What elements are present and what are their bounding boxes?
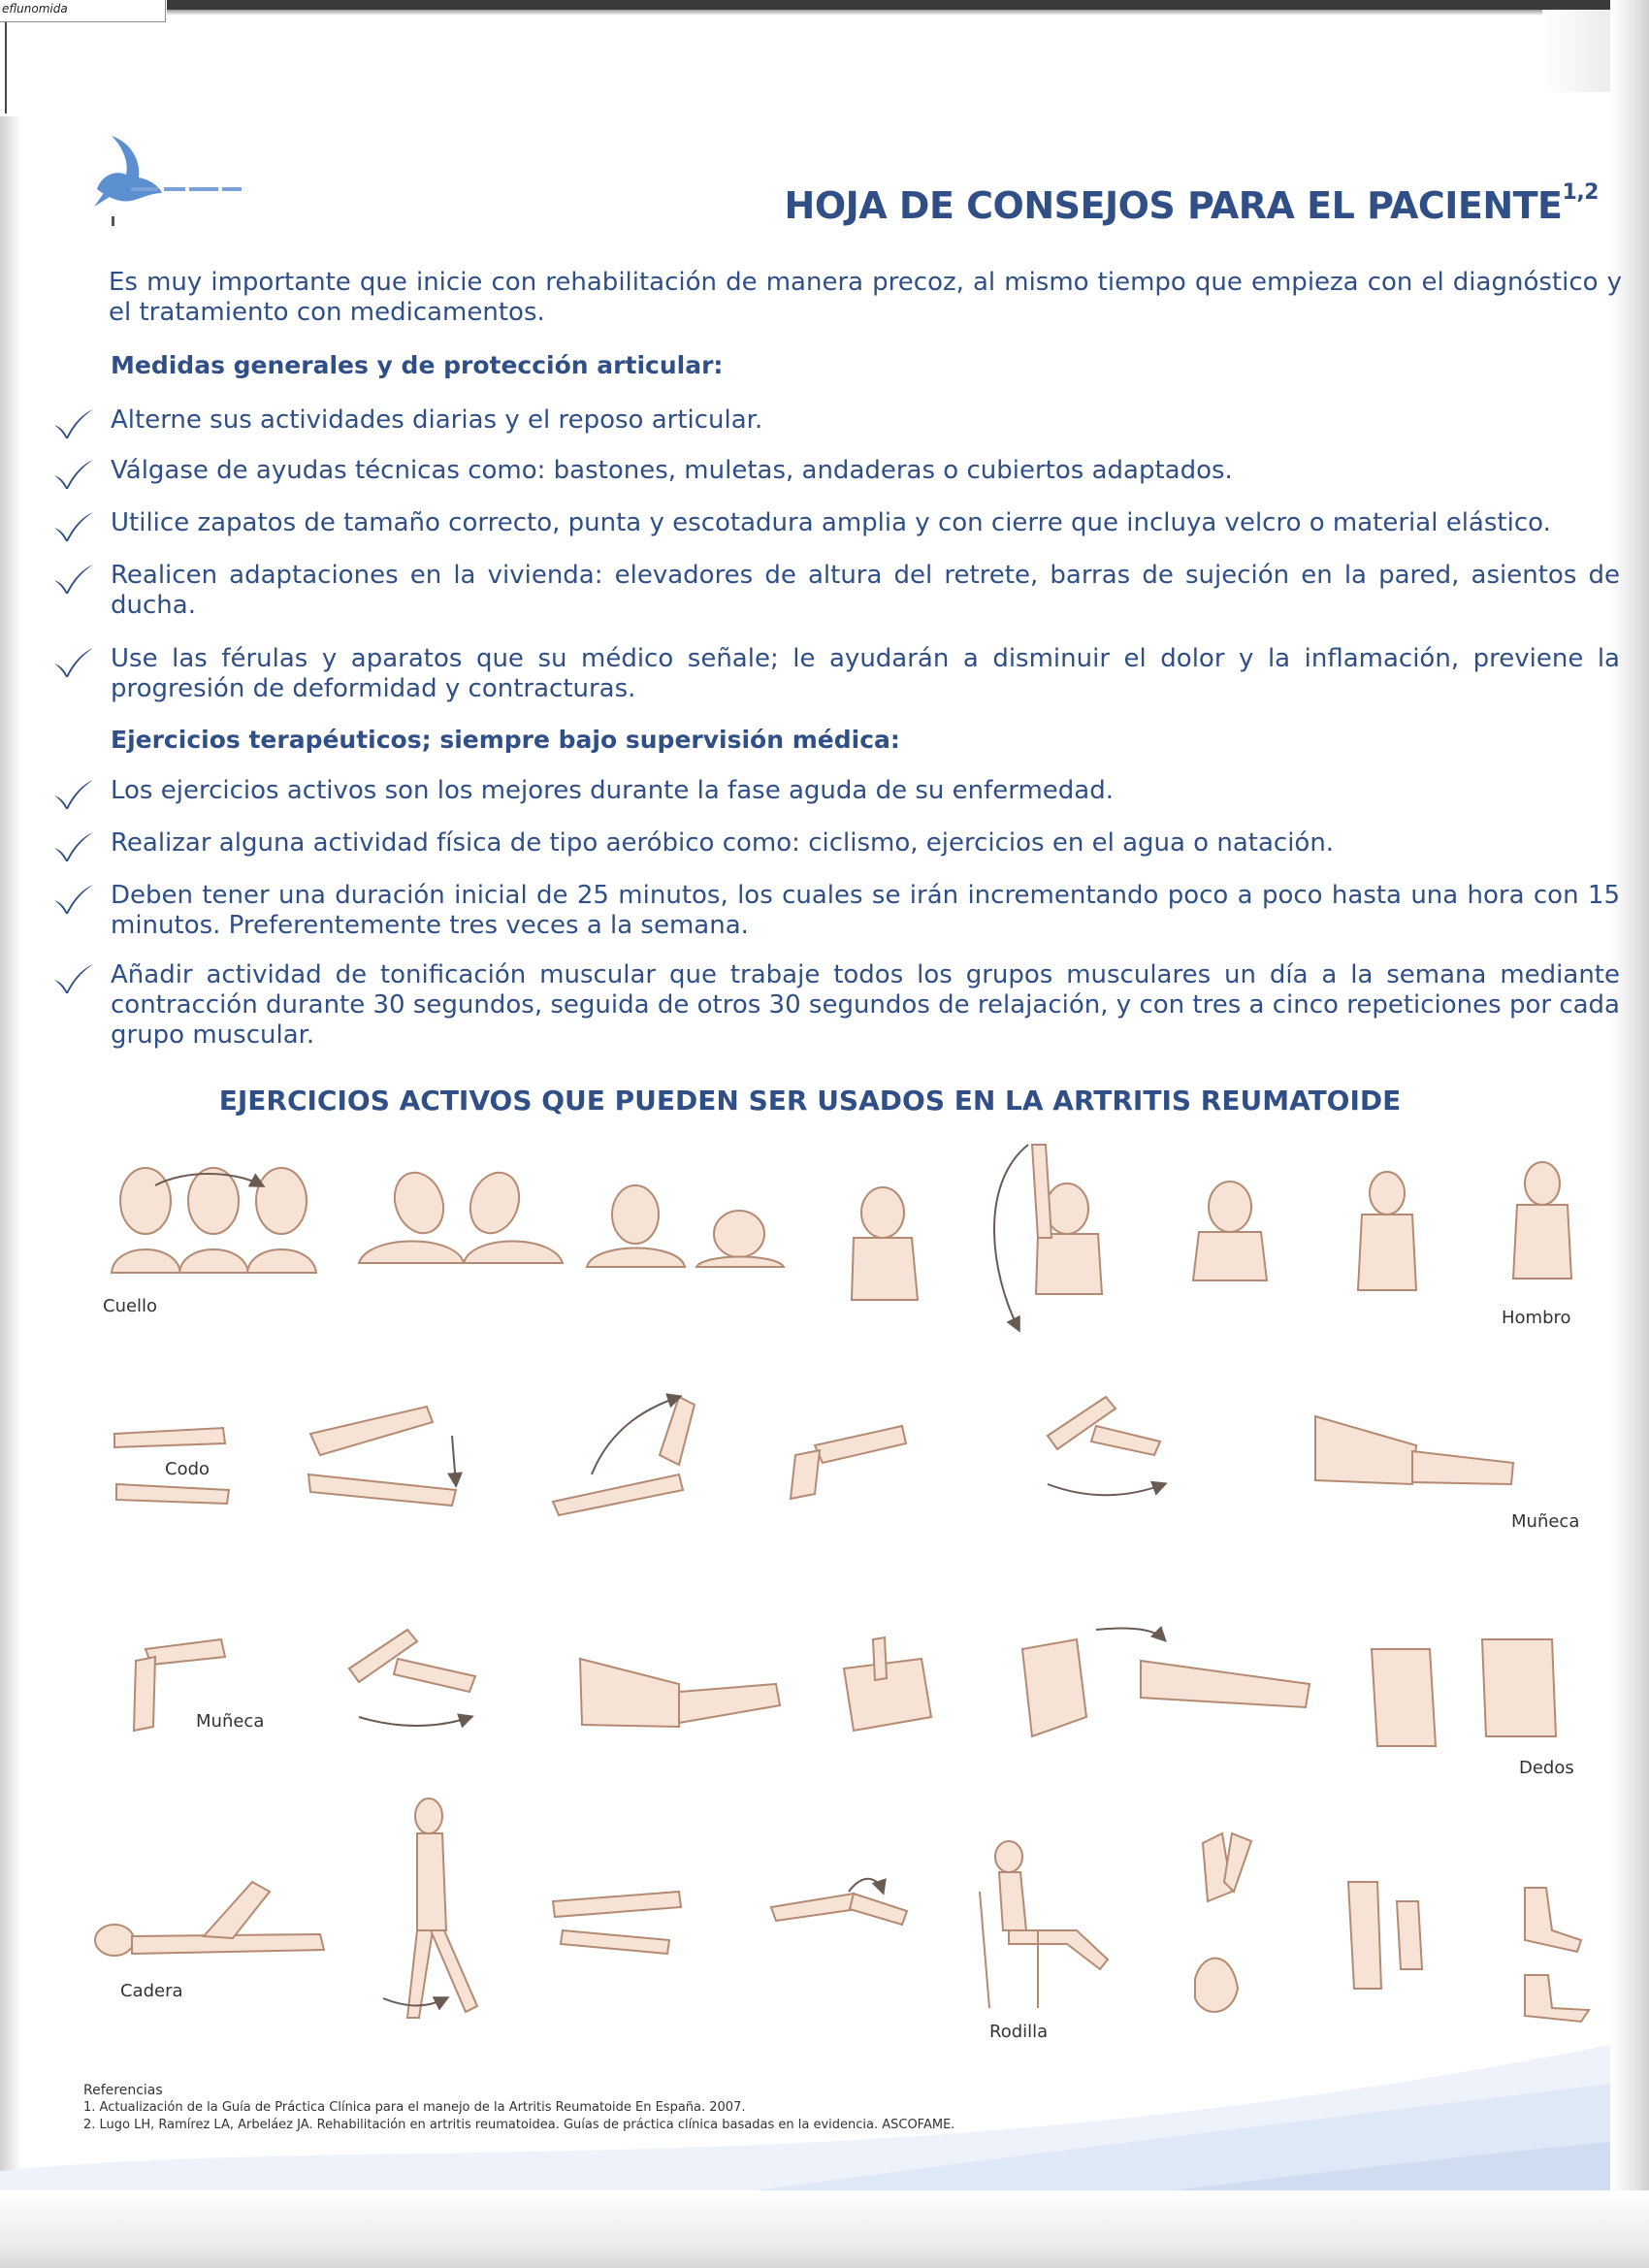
- check-icon: [52, 883, 95, 916]
- wrist-figure-3: [1315, 1416, 1513, 1484]
- check-icon: [52, 510, 95, 543]
- label-rodilla: Rodilla: [989, 2022, 1049, 2042]
- check-icon: [52, 407, 95, 440]
- hip-figure-1: [95, 1882, 324, 1956]
- hip-figure-3: [553, 1892, 681, 1954]
- header-tag: [0, 0, 166, 22]
- page-title-text: HOJA DE CONSEJOS PARA EL PACIENTE: [784, 184, 1563, 227]
- elbow-figure-3: [553, 1397, 695, 1515]
- scan-shadow-right: [1610, 0, 1649, 2268]
- label-cadera: Cadera: [120, 1981, 183, 2001]
- references: [83, 2082, 954, 2134]
- knee-figure-1: [771, 1894, 907, 1925]
- neck-lateral-tilt-figure: [359, 1166, 563, 1263]
- check-icon: [52, 646, 95, 679]
- list-item-text: Deben tener una duración inicial de 25 minutos, los cuales se irán incrementando poco a poco hasta una hora con 15 minutos. Preferentemente tres veces a la semana.: [111, 881, 1620, 940]
- reference-item: 1. Actualización de la Guía de Práctica Clínica para el manejo de la Artritis Reumatoide En España. 2007.: [83, 2100, 746, 2115]
- list-item-text: Añadir actividad de tonificación muscular que trabaje todos los grupos musculares un día a la semana mediante contracción durante 30 segundos, seguida de otros 30 segundos de relajación, y con tres a cinco repeticiones por cada grupo muscular.: [111, 960, 1620, 1050]
- list-item-text: Realizar alguna actividad física de tipo aeróbico como: ciclismo, ejercicios en el agua o natación.: [111, 828, 1335, 858]
- exercises-title: EJERCICIOS ACTIVOS QUE PUEDEN SER USADOS EN LA ARTRITIS REUMATOIDE: [218, 1085, 1402, 1117]
- section-heading-exercises: Ejercicios terapéuticos; siempre bajo supervisión médica:: [111, 726, 900, 754]
- fingers-figure-4: [1372, 1639, 1556, 1746]
- list-item-text: Realicen adaptaciones en la vivienda: elevadores de altura del retrete, barras de sujeción en la pared, asientos de ducha.: [111, 561, 1620, 620]
- wrist-figure-6: [580, 1659, 780, 1727]
- knee-figure-2: [980, 1841, 1108, 2008]
- scan-border-top: [167, 0, 1649, 10]
- header-tag-text: eflunomida: [2, 2, 68, 16]
- page-title: [0, 180, 1649, 227]
- shoulder-figure-1: [852, 1187, 918, 1300]
- scan-border-left: [5, 21, 7, 113]
- shoulder-figure-3: [1193, 1182, 1267, 1280]
- hip-figure-2: [407, 1798, 477, 2018]
- intro-paragraph: Es muy importante que inicie con rehabilitación de manera precoz, al mismo tiempo que empieza con el diagnóstico y el tratamiento con medicamentos.: [109, 268, 1622, 327]
- title-superscript: 1,2: [1562, 180, 1599, 206]
- list-item-text: Utilice zapatos de tamaño correcto, punta y escotadura amplia y con cierre que incluya velcro o material elástico.: [111, 508, 1551, 537]
- references-heading: Referencias: [83, 2083, 163, 2098]
- wrist-figure-1: [791, 1426, 906, 1499]
- fingers-figure-1: [844, 1637, 931, 1731]
- wrist-figure-2: [1048, 1397, 1160, 1455]
- neck-flexion-figure: [587, 1185, 784, 1267]
- wrist-figure-5: [349, 1630, 475, 1692]
- list-item-text: Los ejercicios activos son los mejores durante la fase aguda de su enfermedad.: [111, 776, 1115, 805]
- ankle-figure-3: [1525, 1888, 1589, 2022]
- section-heading-general: Medidas generales y de protección articular:: [111, 351, 724, 379]
- scan-shadow-left: [0, 116, 21, 2202]
- shoulder-figure-4: [1358, 1172, 1416, 1290]
- label-muneca-1: Muñeca: [1511, 1511, 1580, 1532]
- check-icon: [52, 563, 95, 596]
- check-icon: [52, 962, 95, 995]
- label-cuello: Cuello: [103, 1296, 158, 1316]
- shoulder-figure-5: [1513, 1162, 1571, 1279]
- list-item-text: Alterne sus actividades diarias y el reposo articular.: [111, 405, 763, 435]
- label-hombro: Hombro: [1502, 1308, 1571, 1328]
- reference-item: 2. Lugo LH, Ramírez LA, Arbeláez JA. Rehabilitación en artritis reumatoidea. Guías de práctica clínica basadas en la evidencia. ASCOFAME.: [83, 2118, 955, 2132]
- check-icon: [52, 778, 95, 811]
- check-icon: [52, 830, 95, 863]
- list-item-text: Use las férulas y aparatos que su médico señale; le ayudarán a disminuir el dolor y la inflamación, previene la progresión de deformidad y contracturas.: [111, 644, 1620, 703]
- fingers-figure-3: [1141, 1661, 1310, 1707]
- scan-shadow-top: [167, 10, 1649, 16]
- shoulder-figure-2: [1032, 1145, 1102, 1294]
- scan-corner-fold: [1542, 10, 1610, 92]
- scan-shadow-bottom: [0, 2190, 1649, 2268]
- elbow-figure-2: [308, 1407, 456, 1506]
- ankle-figure-1: [1195, 1833, 1251, 2012]
- neck-rotation-figure: [112, 1168, 316, 1273]
- label-codo: Codo: [165, 1459, 210, 1479]
- label-muneca-2: Muñeca: [196, 1711, 265, 1732]
- label-dedos: Dedos: [1519, 1758, 1574, 1778]
- fingers-figure-2: [1022, 1639, 1086, 1736]
- ankle-figure-2: [1348, 1882, 1422, 1989]
- list-item-text: Válgase de ayudas técnicas como: bastones, muletas, andaderas o cubiertos adaptados.: [111, 456, 1233, 485]
- check-icon: [52, 458, 95, 491]
